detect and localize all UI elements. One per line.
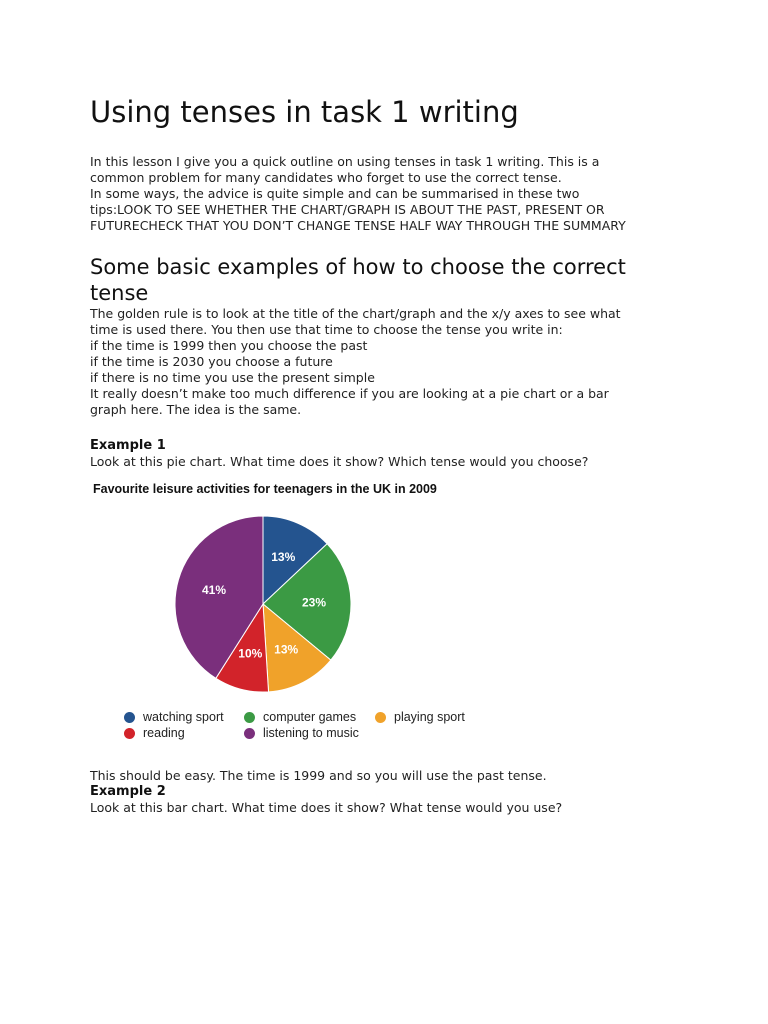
pie-chart-svg [90, 482, 490, 712]
example-2-question: Look at this bar chart. What time does it show? What tense would you use? [90, 800, 563, 815]
rules-paragraph [90, 306, 690, 418]
intro-line: common problem for many candidates who forget to use the correct tense. [90, 170, 562, 185]
example-1-heading: Example 1 [90, 438, 166, 453]
section-heading-line: Some basic examples of how to choose the correct [90, 255, 626, 279]
legend-item-listening-to-music [244, 726, 359, 740]
intro-line: In this lesson I give you a quick outline on using tenses in task 1 writing. This is a [90, 154, 600, 169]
pie-slice-label: 13% [271, 550, 296, 565]
legend-label: reading [143, 726, 185, 740]
legend-item-computer-games [244, 710, 356, 724]
legend-swatch [244, 712, 255, 723]
after-chart-text: This should be easy. The time is 1999 and so you will use the past tense. [90, 768, 547, 783]
legend-swatch [124, 712, 135, 723]
legend-swatch [244, 728, 255, 739]
legend-label: computer games [263, 710, 357, 724]
rule-line: graph here. The idea is the same. [90, 402, 302, 417]
chart-legend [124, 710, 504, 746]
chart-title: Favourite leisure activities for teenagers in the UK in 2009 [93, 482, 437, 496]
intro-line: tips:LOOK TO SEE WHETHER THE CHART/GRAPH IS ABOUT THE PAST, PRESENT OR [90, 202, 605, 217]
legend-swatch [375, 712, 386, 723]
rule-line: if the time is 1999 then you choose the past [90, 338, 368, 353]
example-1-question: Look at this pie chart. What time does it show? Which tense would you choose? [90, 454, 589, 469]
rule-line: if the time is 2030 you choose a future [90, 354, 333, 369]
pie-slice-label: 10% [238, 646, 263, 661]
rule-line: The golden rule is to look at the title of the chart/graph and the x/y axes to see what [90, 306, 621, 321]
legend-item-watching-sport [124, 710, 224, 724]
rule-line: time is used there. You then use that time to choose the tense you write in: [90, 322, 563, 337]
legend-label: watching sport [143, 710, 224, 724]
pie-slice-label: 41% [201, 582, 227, 597]
legend-swatch [124, 728, 135, 739]
example-2-heading: Example 2 [90, 784, 166, 799]
rule-line: It really doesn’t make too much difference if you are looking at a pie chart or a bar [90, 386, 609, 401]
rule-line: if there is no time you use the present simple [90, 370, 375, 385]
page-title: Using tenses in task 1 writing [90, 95, 519, 129]
document-content [90, 92, 690, 816]
legend-label: playing sport [394, 710, 465, 724]
pie-chart [90, 482, 490, 752]
pie-slice-label: 13% [274, 642, 299, 657]
intro-line: In some ways, the advice is quite simple and can be summarised in these two [90, 186, 580, 201]
legend-item-reading [124, 726, 185, 740]
legend-item-playing-sport [375, 710, 465, 724]
section-heading-line: tense [90, 281, 149, 305]
intro-line: FUTURECHECK THAT YOU DON’T CHANGE TENSE HALF WAY THROUGH THE SUMMARY [90, 218, 626, 233]
pie-slice-label: 23% [301, 595, 327, 610]
intro-paragraph [90, 154, 690, 234]
section-heading [90, 254, 690, 306]
legend-label: listening to music [263, 726, 359, 740]
